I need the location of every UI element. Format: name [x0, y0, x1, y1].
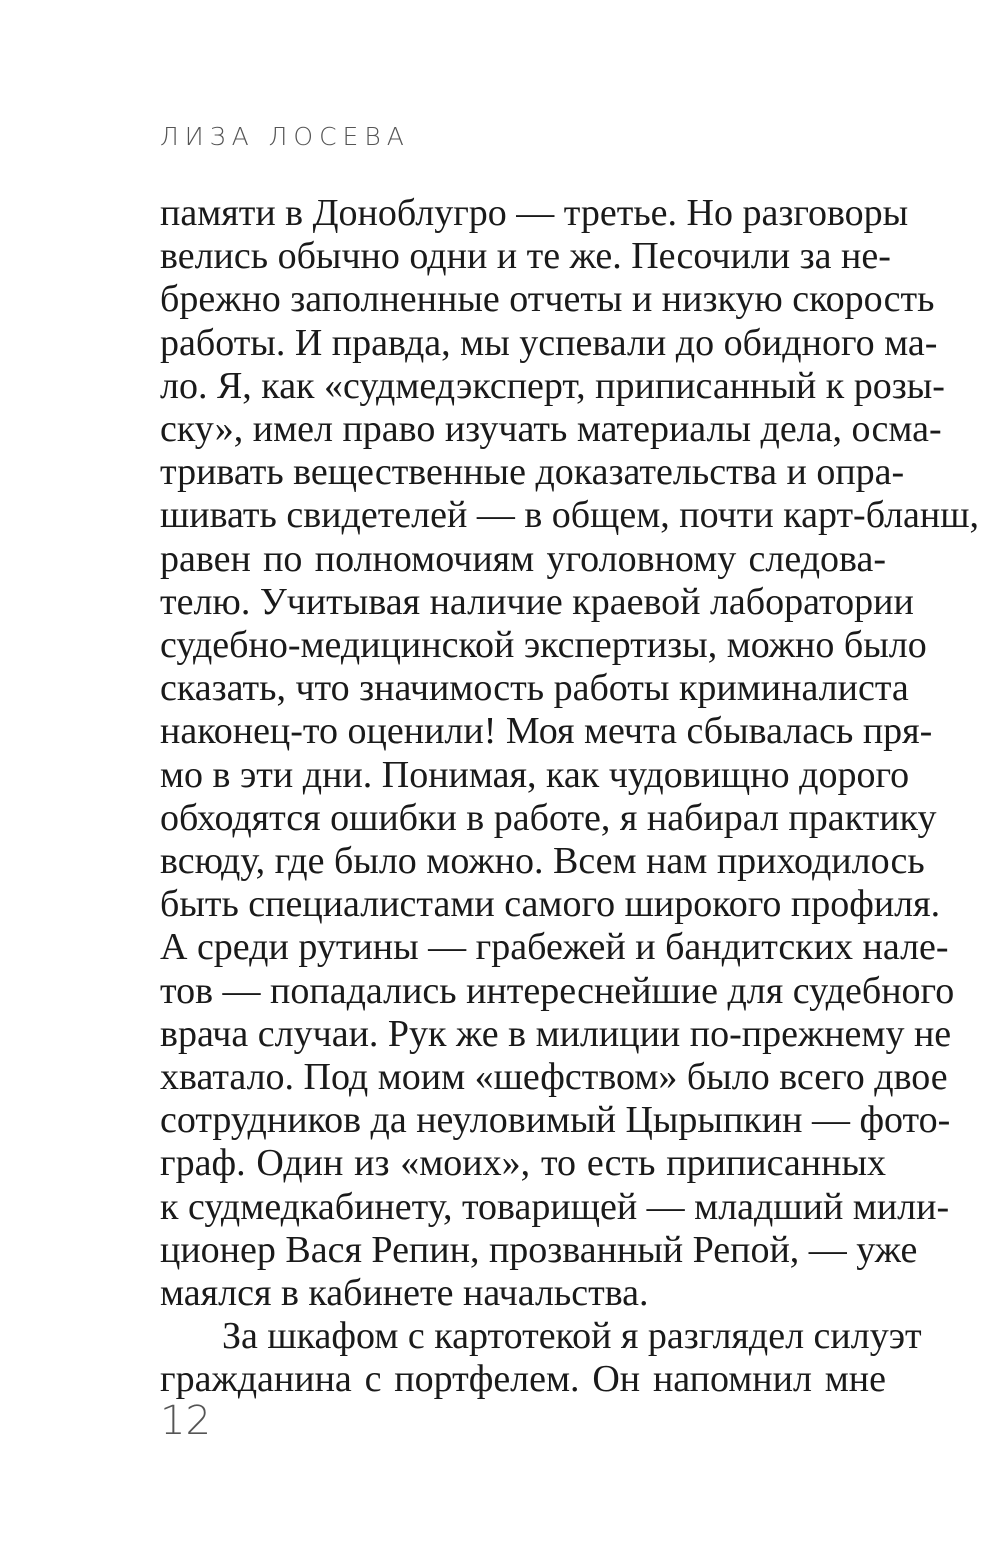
text-line: маялся в кабинете начальства.	[160, 1272, 649, 1315]
text-line: За шкафом с картотекой я разглядел силуэт	[222, 1315, 922, 1358]
text-line: мо в эти дни. Понимая, как чудовищно дорого	[160, 753, 910, 796]
text-line: сотрудников да неуловимый Цырыпкин — фото-	[160, 1099, 951, 1142]
text-line: гражданина с портфелем. Он напомнил мне	[160, 1358, 886, 1401]
text-line: к судмедкабинету, товарищей — младший мили-	[160, 1185, 950, 1228]
text-line: памяти в Доноблугро — третье. Но разговоры	[160, 192, 909, 234]
text-line: врача случаи. Рук же в милиции по-прежнему не	[160, 1012, 952, 1055]
text-line: брежно заполненные отчеты и низкую скорость	[160, 278, 935, 321]
text-line: телю. Учитывая наличие краевой лаборатории	[160, 580, 914, 623]
paragraph	[160, 192, 980, 1315]
text-line: быть специалистами самого широкого профиля.	[160, 883, 941, 926]
text-line: шивать свидетелей — в общем, почти карт-бланш,	[160, 494, 980, 537]
text-line: сказать, что значимость работы криминалиста	[160, 667, 909, 710]
text-line: работы. И правда, мы успевали до обидного ма-	[160, 321, 938, 364]
text-line: всюду, где было можно. Всем нам приходилось	[160, 840, 925, 883]
text-line: тривать вещественные доказательства и опра-	[160, 451, 905, 494]
text-line: ционер Вася Репин, прозванный Репой, — уже	[160, 1228, 918, 1271]
text-line: судебно-медицинской экспертизы, можно было	[160, 624, 927, 667]
text-line: ло. Я, как «судмедэксперт, приписанный к розы-	[160, 364, 945, 407]
text-line: велись обычно одни и те же. Песочили за не-	[160, 235, 891, 278]
text-line: граф. Один из «моих», то есть приписанных	[160, 1142, 886, 1185]
text-line: наконец-то оценили! Моя мечта сбывалась пря-	[160, 710, 933, 753]
running-header-author: ЛИЗА ЛОСЕВА	[160, 122, 410, 151]
paragraph	[160, 1315, 922, 1401]
text-line: тов — попадались интереснейшие для судебного	[160, 969, 955, 1012]
text-line: равен по полномочиям уголовному следова-	[160, 537, 886, 580]
body-text	[160, 192, 980, 1402]
text-line: ску», имел право изучать материалы дела, осма-	[160, 408, 942, 451]
text-line: обходятся ошибки в работе, я набирал практику	[160, 796, 937, 839]
text-line: А среди рутины — грабежей и бандитских нале-	[160, 926, 949, 969]
page-number: 12	[160, 1398, 211, 1444]
text-line: хватало. Под моим «шефством» было всего двое	[160, 1056, 948, 1099]
